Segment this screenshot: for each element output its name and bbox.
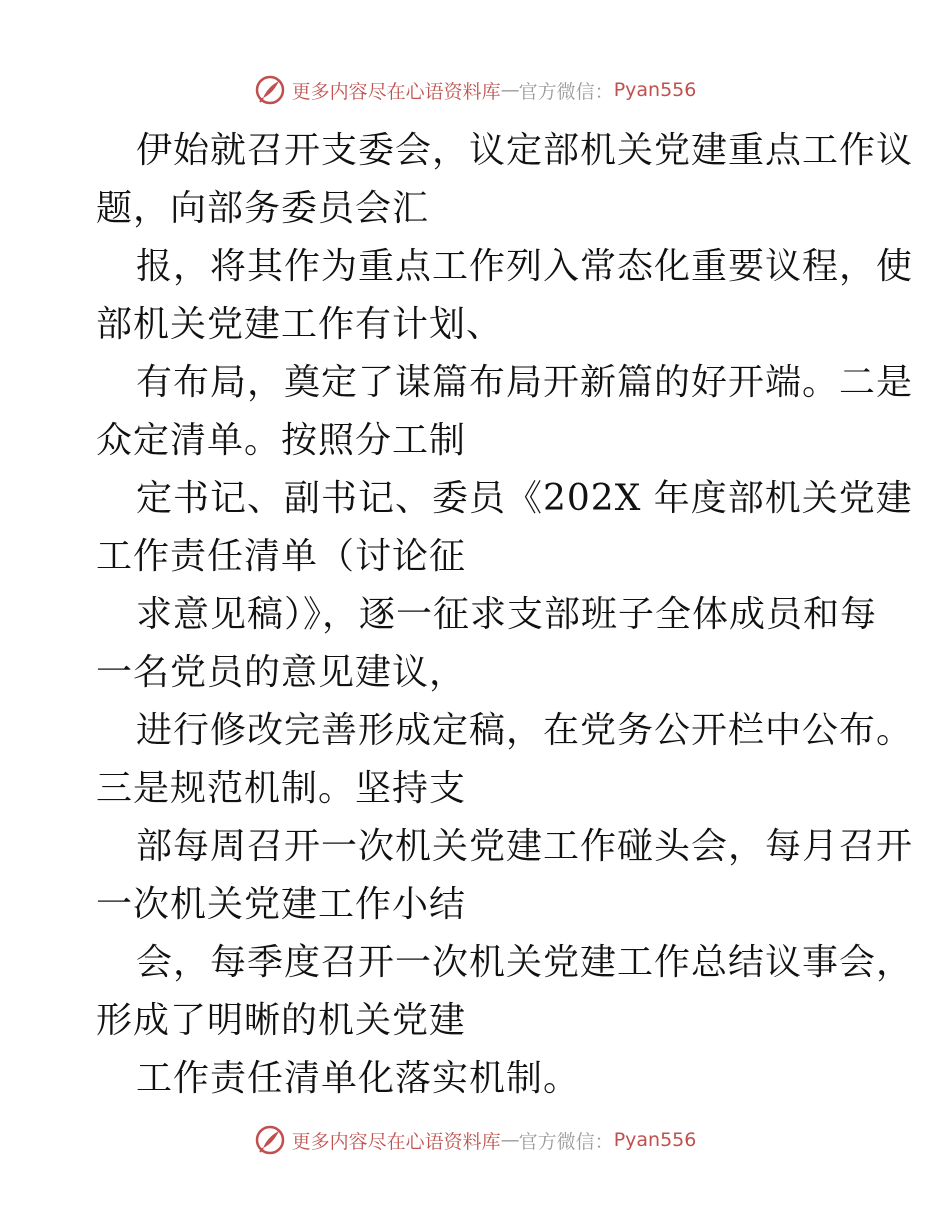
- text-line: 工作责任清单（讨论征: [96, 536, 467, 577]
- text-line: 题，向部务委员会汇: [96, 188, 430, 229]
- text-line: 进行修改完善形成定稿，在党务公开栏中公布。: [136, 710, 914, 751]
- banner-dash: —: [500, 79, 519, 101]
- text-line: 求意见稿）》，逐一征求支部班子全体成员和每: [136, 594, 878, 635]
- header-banner[interactable]: [0, 70, 950, 110]
- text-line: 会，每季度召开一次机关党建工作总结议事会，: [136, 942, 914, 983]
- text-line: 三是规范机制。坚持支: [96, 768, 467, 809]
- text-line: 报，将其作为重点工作列入常态化重要议程，使: [136, 246, 914, 287]
- text-line: 定书记、副书记、委员《202X 年度部机关党建: [136, 478, 913, 519]
- banner-official-label: 官方微信：: [518, 80, 614, 103]
- text-line: 工作责任清单化落实机制。: [136, 1058, 581, 1099]
- banner-promo-text: 更多内容尽在心语资料库: [291, 1130, 501, 1153]
- footer-banner[interactable]: [0, 1120, 950, 1160]
- banner-promo-text: 更多内容尽在心语资料库: [291, 80, 501, 103]
- text-line: 一次机关党建工作小结: [96, 884, 467, 925]
- document-body: [96, 122, 914, 1108]
- banner-wechat-id: Pyan556: [613, 1129, 697, 1151]
- text-line: 众定清单。按照分工制: [96, 420, 467, 461]
- banner-official-label: 官方微信：: [518, 1130, 614, 1153]
- text-line: 一名党员的意见建议，: [96, 652, 467, 693]
- banner-dash: —: [500, 1129, 519, 1151]
- text-line: 形成了明晰的机关党建: [96, 1000, 467, 1041]
- text-line: 伊始就召开支委会，议定部机关党建重点工作议: [136, 130, 914, 171]
- banner-wechat-id: Pyan556: [613, 79, 697, 101]
- feather-pen-logo-icon: [254, 74, 286, 106]
- text-line: 部机关党建工作有计划、: [96, 304, 504, 345]
- feather-pen-logo-icon: [254, 1124, 286, 1156]
- text-line: 部每周召开一次机关党建工作碰头会，每月召开: [136, 826, 914, 867]
- text-line: 有布局，奠定了谋篇布局开新篇的好开端。二是: [136, 362, 914, 403]
